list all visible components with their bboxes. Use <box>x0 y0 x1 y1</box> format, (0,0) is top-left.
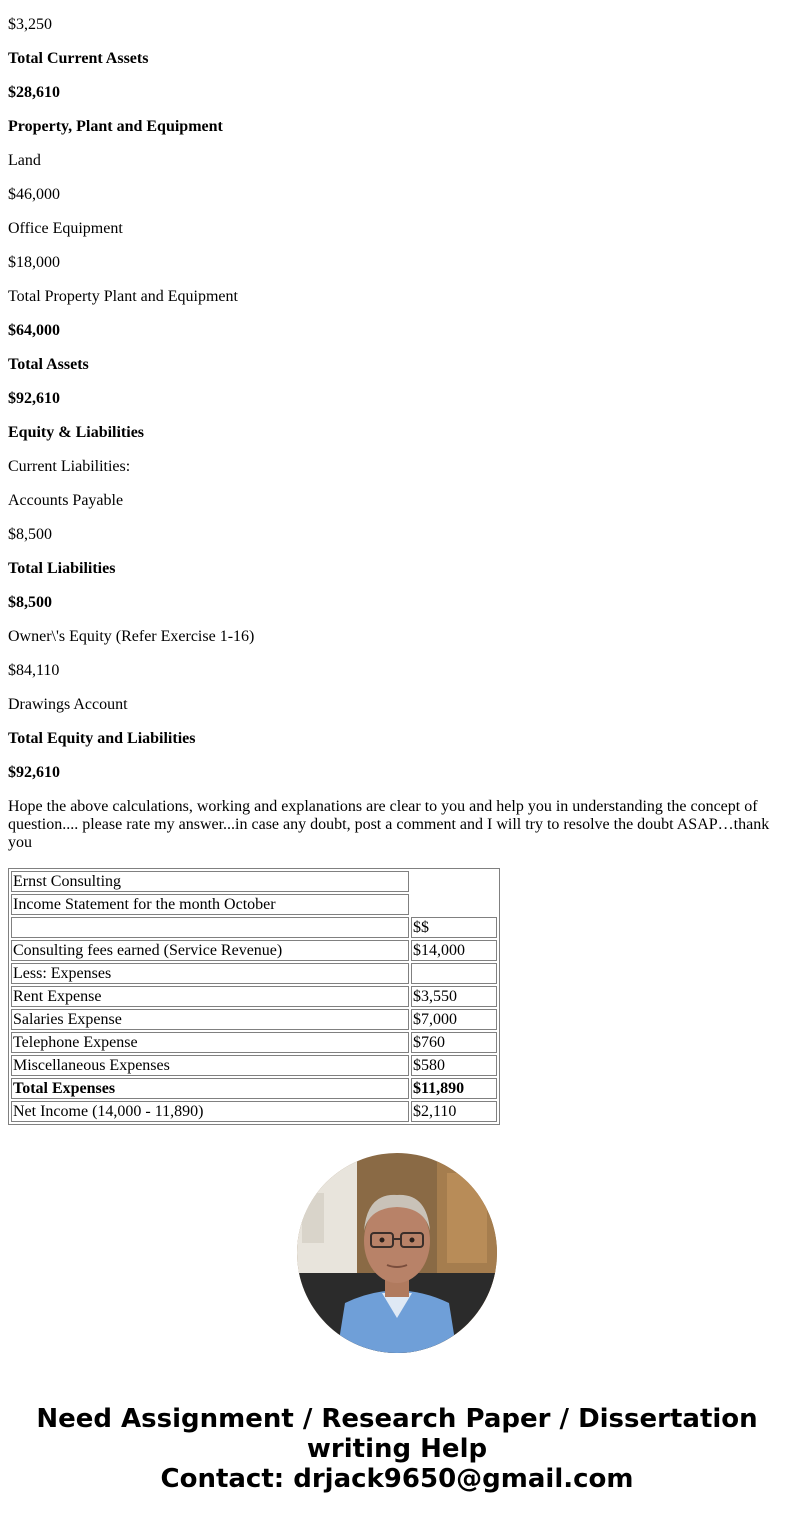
table-row <box>11 986 497 1007</box>
table-row <box>11 1078 497 1099</box>
balance-line: Total Assets <box>8 356 89 373</box>
balance-line: Property, Plant and Equipment <box>8 118 223 135</box>
balance-line: Total Liabilities <box>8 560 116 577</box>
balance-line: $28,610 <box>8 84 60 101</box>
balance-line: Total Equity and Liabilities <box>8 730 196 747</box>
balance-line: $8,500 <box>8 594 52 611</box>
row-value-cell <box>411 963 497 984</box>
table-row <box>11 1009 497 1030</box>
table-row <box>11 1101 497 1122</box>
balance-line: $84,110 <box>8 662 60 679</box>
balance-line: $8,500 <box>8 526 52 543</box>
promo-line-2: Contact: drjack9650@gmail.com <box>160 1464 634 1494</box>
row-value-cell: $11,890 <box>411 1078 497 1099</box>
table-row <box>11 1032 497 1053</box>
balance-line: $64,000 <box>8 322 60 339</box>
balance-line: $92,610 <box>8 390 60 407</box>
balance-line: $46,000 <box>8 186 60 203</box>
table-row <box>11 917 497 938</box>
row-label-cell: Telephone Expense <box>11 1032 409 1053</box>
row-value-cell: $2,110 <box>411 1101 497 1122</box>
author-avatar <box>297 1153 497 1353</box>
balance-line: Current Liabilities: <box>8 458 131 475</box>
balance-line: Drawings Account <box>8 696 128 713</box>
row-label-cell: Net Income (14,000 - 11,890) <box>11 1101 409 1122</box>
row-value-cell: $7,000 <box>411 1009 497 1030</box>
row-label-cell: Less: Expenses <box>11 963 409 984</box>
balance-line: Office Equipment <box>8 220 123 237</box>
balance-line: $18,000 <box>8 254 60 271</box>
balance-line: $92,610 <box>8 764 60 781</box>
row-value-cell: $14,000 <box>411 940 497 961</box>
balance-line: Land <box>8 152 41 169</box>
balance-sheet-lines <box>8 50 786 782</box>
income-statement-table <box>8 868 500 1125</box>
balance-line: Total Property Plant and Equipment <box>8 288 238 305</box>
document-body <box>8 0 786 1125</box>
balance-line: Accounts Payable <box>8 492 124 509</box>
row-label-cell: Salaries Expense <box>11 1009 409 1030</box>
company-name-cell: Ernst Consulting <box>11 871 409 892</box>
table-row <box>11 1055 497 1076</box>
top-value: $3,250 <box>8 16 52 33</box>
row-label-cell: Rent Expense <box>11 986 409 1007</box>
row-value-cell: $3,550 <box>411 986 497 1007</box>
promo-line-1: Need Assignment / Research Paper / Dissertation writing Help <box>36 1404 758 1464</box>
table-row <box>11 940 497 961</box>
header-label-cell <box>11 917 409 938</box>
closing-note: Hope the above calculations, working and explanations are clear to you and help you in understanding the concept of question.... please rate my answer...in case any doubt, post a comment and I will try to resolve the doubt ASAP…thank you <box>8 798 770 851</box>
balance-line: Total Current Assets <box>8 50 149 67</box>
table-row <box>11 871 497 892</box>
balance-sheet-section <box>8 0 786 782</box>
statement-period-cell: Income Statement for the month October <box>11 894 409 915</box>
promo-banner <box>0 1404 794 1494</box>
author-photo-icon <box>297 1153 497 1353</box>
currency-header-cell: $$ <box>411 917 497 938</box>
row-label-cell: Miscellaneous Expenses <box>11 1055 409 1076</box>
empty-cell <box>411 871 497 915</box>
table-row <box>11 963 497 984</box>
balance-line: Equity & Liabilities <box>8 424 145 441</box>
balance-line: Owner\'s Equity (Refer Exercise 1-16) <box>8 628 255 645</box>
row-label-cell: Consulting fees earned (Service Revenue) <box>11 940 409 961</box>
row-label-cell: Total Expenses <box>11 1078 409 1099</box>
row-value-cell: $760 <box>411 1032 497 1053</box>
row-value-cell: $580 <box>411 1055 497 1076</box>
